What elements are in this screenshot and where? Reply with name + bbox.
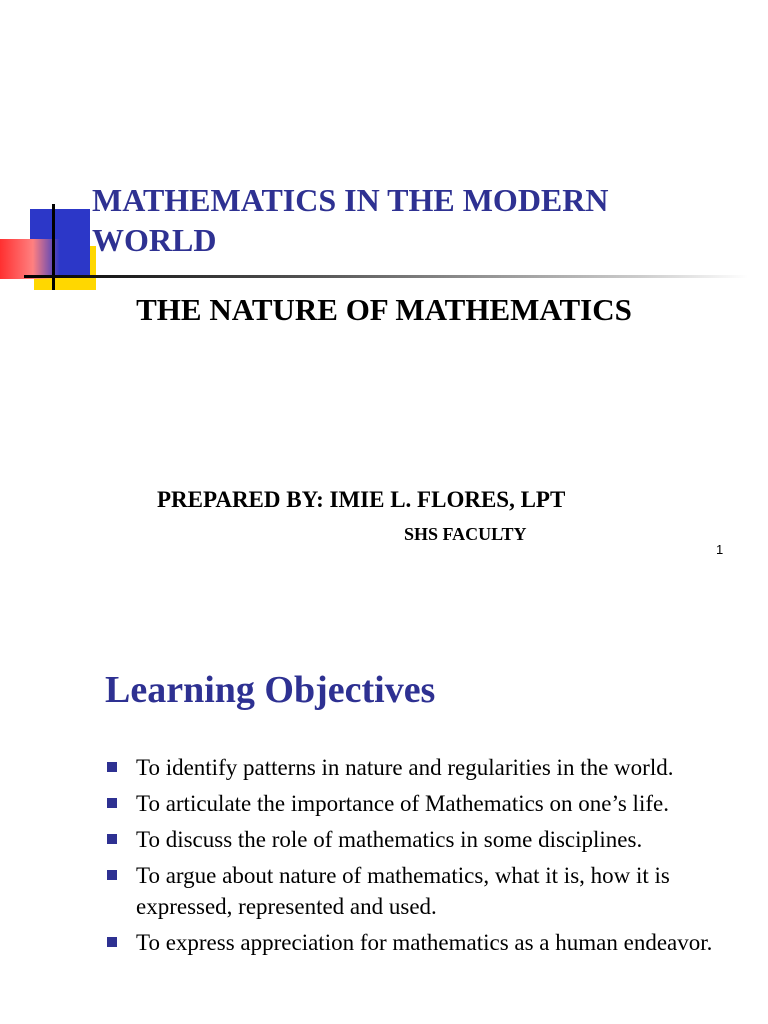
slide-title: MATHEMATICS IN THE MODERN WORLD [92, 182, 609, 258]
objective-item [105, 927, 755, 958]
slide-number: 1 [716, 542, 724, 557]
objective-text: To argue about nature of mathematics, what it is, how it is expressed, represented and used. [136, 863, 670, 919]
slide-subtitle: THE NATURE OF MATHEMATICS [136, 292, 632, 327]
square-bullet-icon [107, 870, 117, 880]
faculty-text: SHS FACULTY [404, 524, 527, 544]
square-bullet-icon [107, 834, 117, 844]
objective-item [105, 788, 755, 819]
objective-text: To articulate the importance of Mathematics on one’s life. [136, 791, 669, 816]
objective-item [105, 860, 755, 922]
objective-item [105, 824, 755, 855]
square-bullet-icon [107, 937, 117, 947]
learning-objectives-heading: Learning Objectives [105, 669, 436, 711]
square-bullet-icon [107, 798, 117, 808]
title-underline-rule [24, 275, 748, 278]
square-bullet-icon [107, 762, 117, 772]
objectives-slide [0, 576, 768, 1024]
objective-text: To identify patterns in nature and regularities in the world. [136, 755, 674, 780]
objectives-list [105, 752, 755, 963]
prepared-by-text: PREPARED BY: IMIE L. FLORES, LPT [157, 487, 566, 512]
objective-text: To discuss the role of mathematics in some disciplines. [136, 827, 643, 852]
objective-item [105, 752, 755, 783]
red-bar-decoration [0, 239, 60, 279]
objective-text: To express appreciation for mathematics as a human endeavor. [136, 930, 713, 955]
